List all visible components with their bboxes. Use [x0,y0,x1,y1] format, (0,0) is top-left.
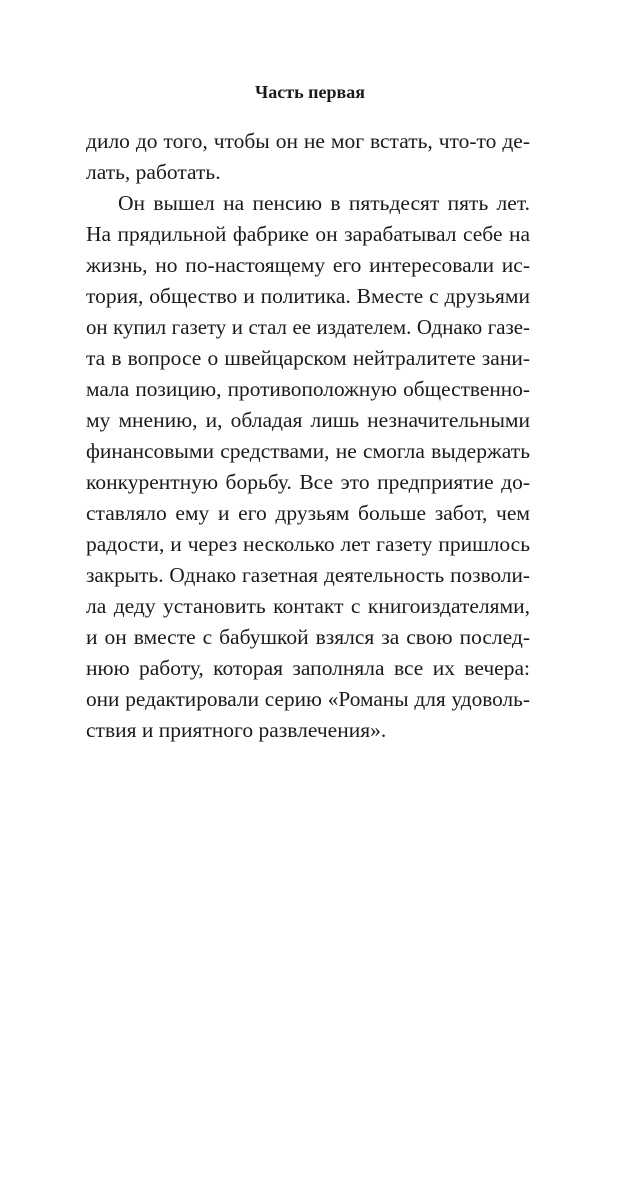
paragraph-first-line: Он вышел на пенсию в пятьдесят пять лет. [118,191,530,215]
text-line: и он вместе с бабушкой взялся за свою послед- [86,625,530,649]
body-text [86,126,530,746]
text-line: финансовыми средствами, не смогла выдержать [86,439,530,463]
text-line: радости, и через несколько лет газету пришлось [86,532,530,556]
text-line: лать, работать. [86,160,221,184]
text-line: закрыть. Однако газетная деятельность позволи- [86,563,530,587]
text-line: жизнь, но по-настоящему его интересовали ис- [86,253,530,277]
text-line: дило до того, чтобы он не мог встать, что-то де- [86,129,530,153]
text-line: нюю работу, которая заполняла все их вечера: [86,656,530,680]
text-line: тория, общество и политика. Вместе с друзьями [86,284,530,308]
text-line: На прядильной фабрике он зарабатывал себе на [86,222,530,246]
text-line: они редактировали серию «Романы для удоволь- [86,687,530,711]
text-line: он купил газету и стал ее издателем. Однако газе- [86,315,530,339]
text-line: ствия и приятного развлечения». [86,718,387,742]
running-head: Часть первая [255,82,365,102]
text-line: му мнению, и, обладая лишь незначительными [86,408,530,432]
text-line: ла деду установить контакт с книгоиздателями, [86,594,530,618]
text-line: ставляло ему и его друзьям больше забот, чем [86,501,530,525]
text-line: мала позицию, противоположную общественно- [86,377,530,401]
text-line: та в вопросе о швейцарском нейтралитете зани- [86,346,530,370]
text-line: конкурентную борьбу. Все это предприятие до- [86,470,530,494]
